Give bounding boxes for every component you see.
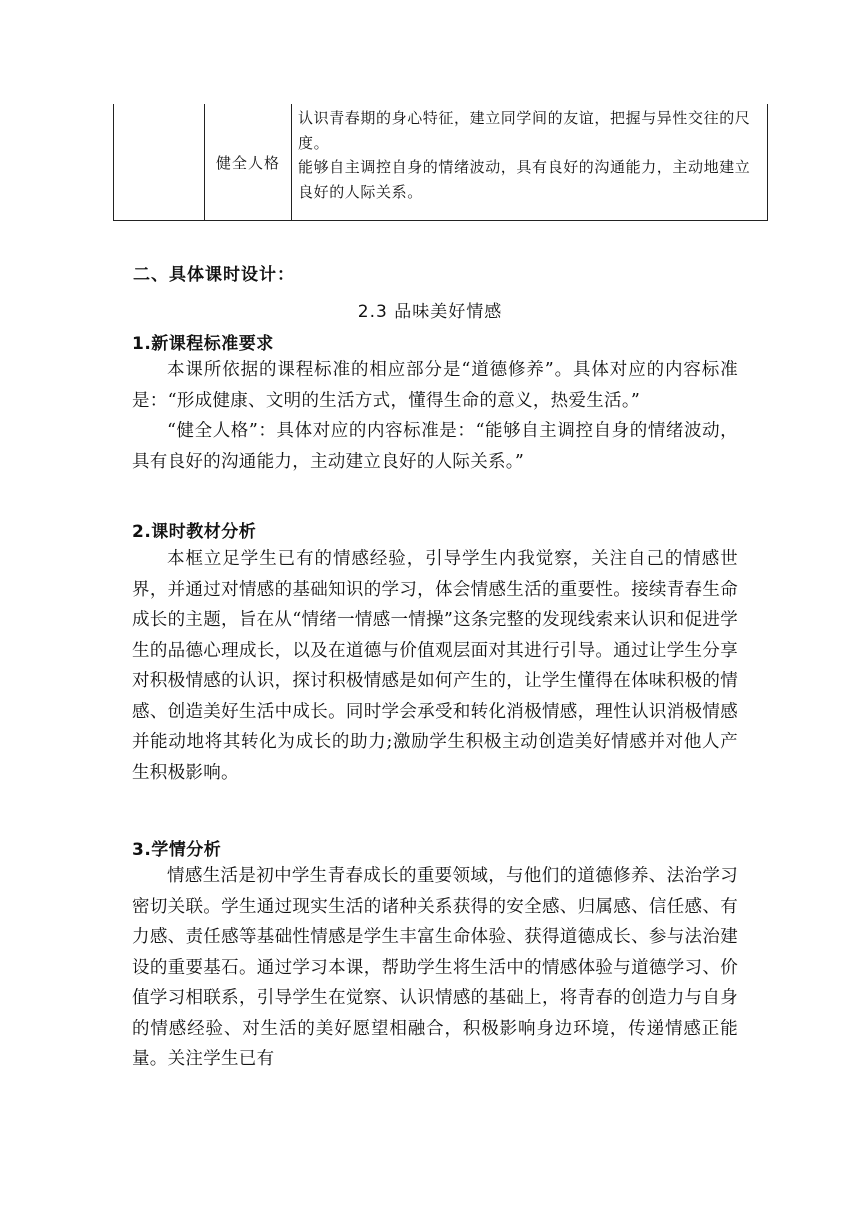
section-title: 2.课时教材分析 <box>132 522 257 542</box>
paragraph: 本课所依据的课程标准的相应部分是“道德修养”。具体对应的内容标准是：“形成健康、文明的生活方式，懂得生命的意义，热爱生活。” <box>132 360 738 411</box>
table-cell-category: 健全人格 <box>205 104 292 220</box>
table-cell-content <box>298 106 760 204</box>
table-line: 认识青春期的身心特征，建立同学间的友谊，把握与异性交往的尺度。 <box>298 109 751 152</box>
paragraph: 情感生活是初中学生青春成长的重要领域，与他们的道德修养、法治学习密切关联。学生通过现实生活的诸种关系获得的安全感、归属感、信任感、有力感、责任感等基础性情感是学生丰富生命体验、获得道德成长、参与法治建设的重要基石。通过学习本课，帮助学生将生活中的情感体验与道德学习、价值学习相联系，引导学生在觉察、认识情感的基础上，将青春的创造力与自身的情感经验、对生活的美好愿望相融合，积极影响身边环境，传递情感正能量。关注学生已有 <box>132 866 738 1069</box>
table-line: 能够自主调控自身的情绪波动，具有良好的沟通能力，主动地建立良好的人际关系。 <box>298 158 751 201</box>
lesson-title: 2.3 品味美好情感 <box>357 302 503 322</box>
section-title: 1.新课程标准要求 <box>132 334 274 354</box>
section-heading: 二、具体课时设计： <box>133 265 295 285</box>
section-body <box>132 355 738 477</box>
section-title: 3.学情分析 <box>132 840 222 860</box>
standards-table <box>113 104 768 221</box>
section-body <box>132 861 738 1075</box>
table-cell-empty <box>114 104 205 220</box>
paragraph: 本框立足学生已有的情感经验，引导学生内我觉察，关注自己的情感世界，并通过对情感的基础知识的学习，体会情感生活的重要性。接续青春生命成长的主题，旨在从“情绪一情感一情操”这条完整的发现线索来认识和促进学生的品德心理成长，以及在道德与价值观层面对其进行引导。通过让学生分享对积极情感的认识，探讨积极情感是如何产生的，让学生懂得在体味积极的情感、创造美好生活中成长。同时学会承受和转化消极情感，理性认识消极情感并能动地将其转化为成长的助力;激励学生积极主动创造美好情感并对他人产生积极影响。 <box>132 549 738 783</box>
section-body <box>132 544 738 788</box>
paragraph: “健全人格”：具体对应的内容标准是：“能够自主调控自身的情绪波动，具有良好的沟通能力，主动建立良好的人际关系。” <box>132 421 738 472</box>
